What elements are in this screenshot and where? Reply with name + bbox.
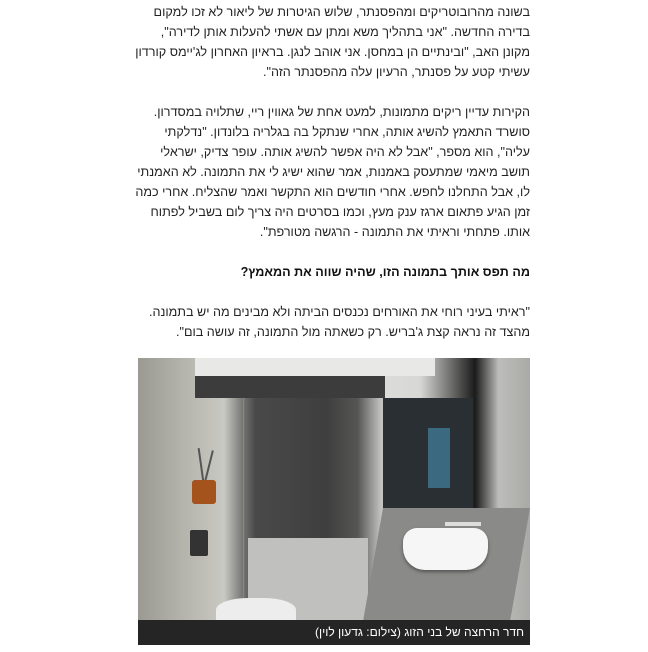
article-paragraph: "ראיתי בעיני רוחי את האורחים נכנסים הביתה ולא מבינים מה יש בתמונה. מהצד זה נראה קצת ג'בריש. רק כשאתה מול התמונה, זה עושה בום".	[148, 305, 530, 339]
ceiling-beam	[195, 376, 385, 398]
article-paragraph: הקירות עדיין ריקים מתמונות, למעט אחת של גאווין ריי, שתלויה במסדרון. סושרד התאמץ להשיג אותה, אחרי שנתקל בה בגלריה בלונדון. "נדלקתי עליה", הוא מספר, "אבל לא היה אפשר להשיג אותה. עופר צדיק, ישראלי תושב מיאמי שמתעסק באמנות, אמר שהוא ישיג לי את התמונה. לא האמנתי לו, אבל התחלנו לחפש. אחרי חודשים הוא התקשר ואמר שהצליח. אחרי כמה זמן הגיע פתאום ארגז ענק מעץ, וכמו בסרטים היה צריך לום בשביל לפתוח אותו. פתחתי וראיתי את התמונה - הרגשה מטורפת".	[135, 105, 530, 239]
diffuser-vase	[192, 480, 216, 504]
ceiling	[195, 358, 435, 376]
wall-tap	[445, 522, 481, 526]
flush-plate	[190, 530, 208, 556]
interview-question-heading: מה תפס אותך בתמונה הזו, שהיה שווה את המאמץ?	[240, 265, 530, 279]
reed-stick	[204, 450, 214, 482]
article-figure	[138, 358, 530, 645]
article-paragraph: בשונה מהרובוטריקים ומהפסנתר, שלוש הגיטרות של ליאור לא זכו למקום בדירה החדשה. "אני בתהליך משא ומתן עם אשתי להעלות אותן לדירה", מקונן האב, "ובינתיים הן במחסן. אני אוהב לנגן. בראיון האחרון לג'יימס קורדון עשיתי קטע על פסנתר, הרעיון עלה מהפסנתר הזה".	[135, 5, 530, 79]
photo-caption: חדר הרחצה של בני הזוג (צילום: גדעון לוין)	[138, 620, 530, 645]
vessel-sink	[403, 528, 488, 570]
mirror-reflection	[428, 428, 450, 488]
bathroom-photo	[138, 358, 530, 620]
reed-stick	[198, 448, 205, 482]
foreground-basin	[216, 598, 296, 620]
shower-glass-panel	[243, 398, 385, 620]
